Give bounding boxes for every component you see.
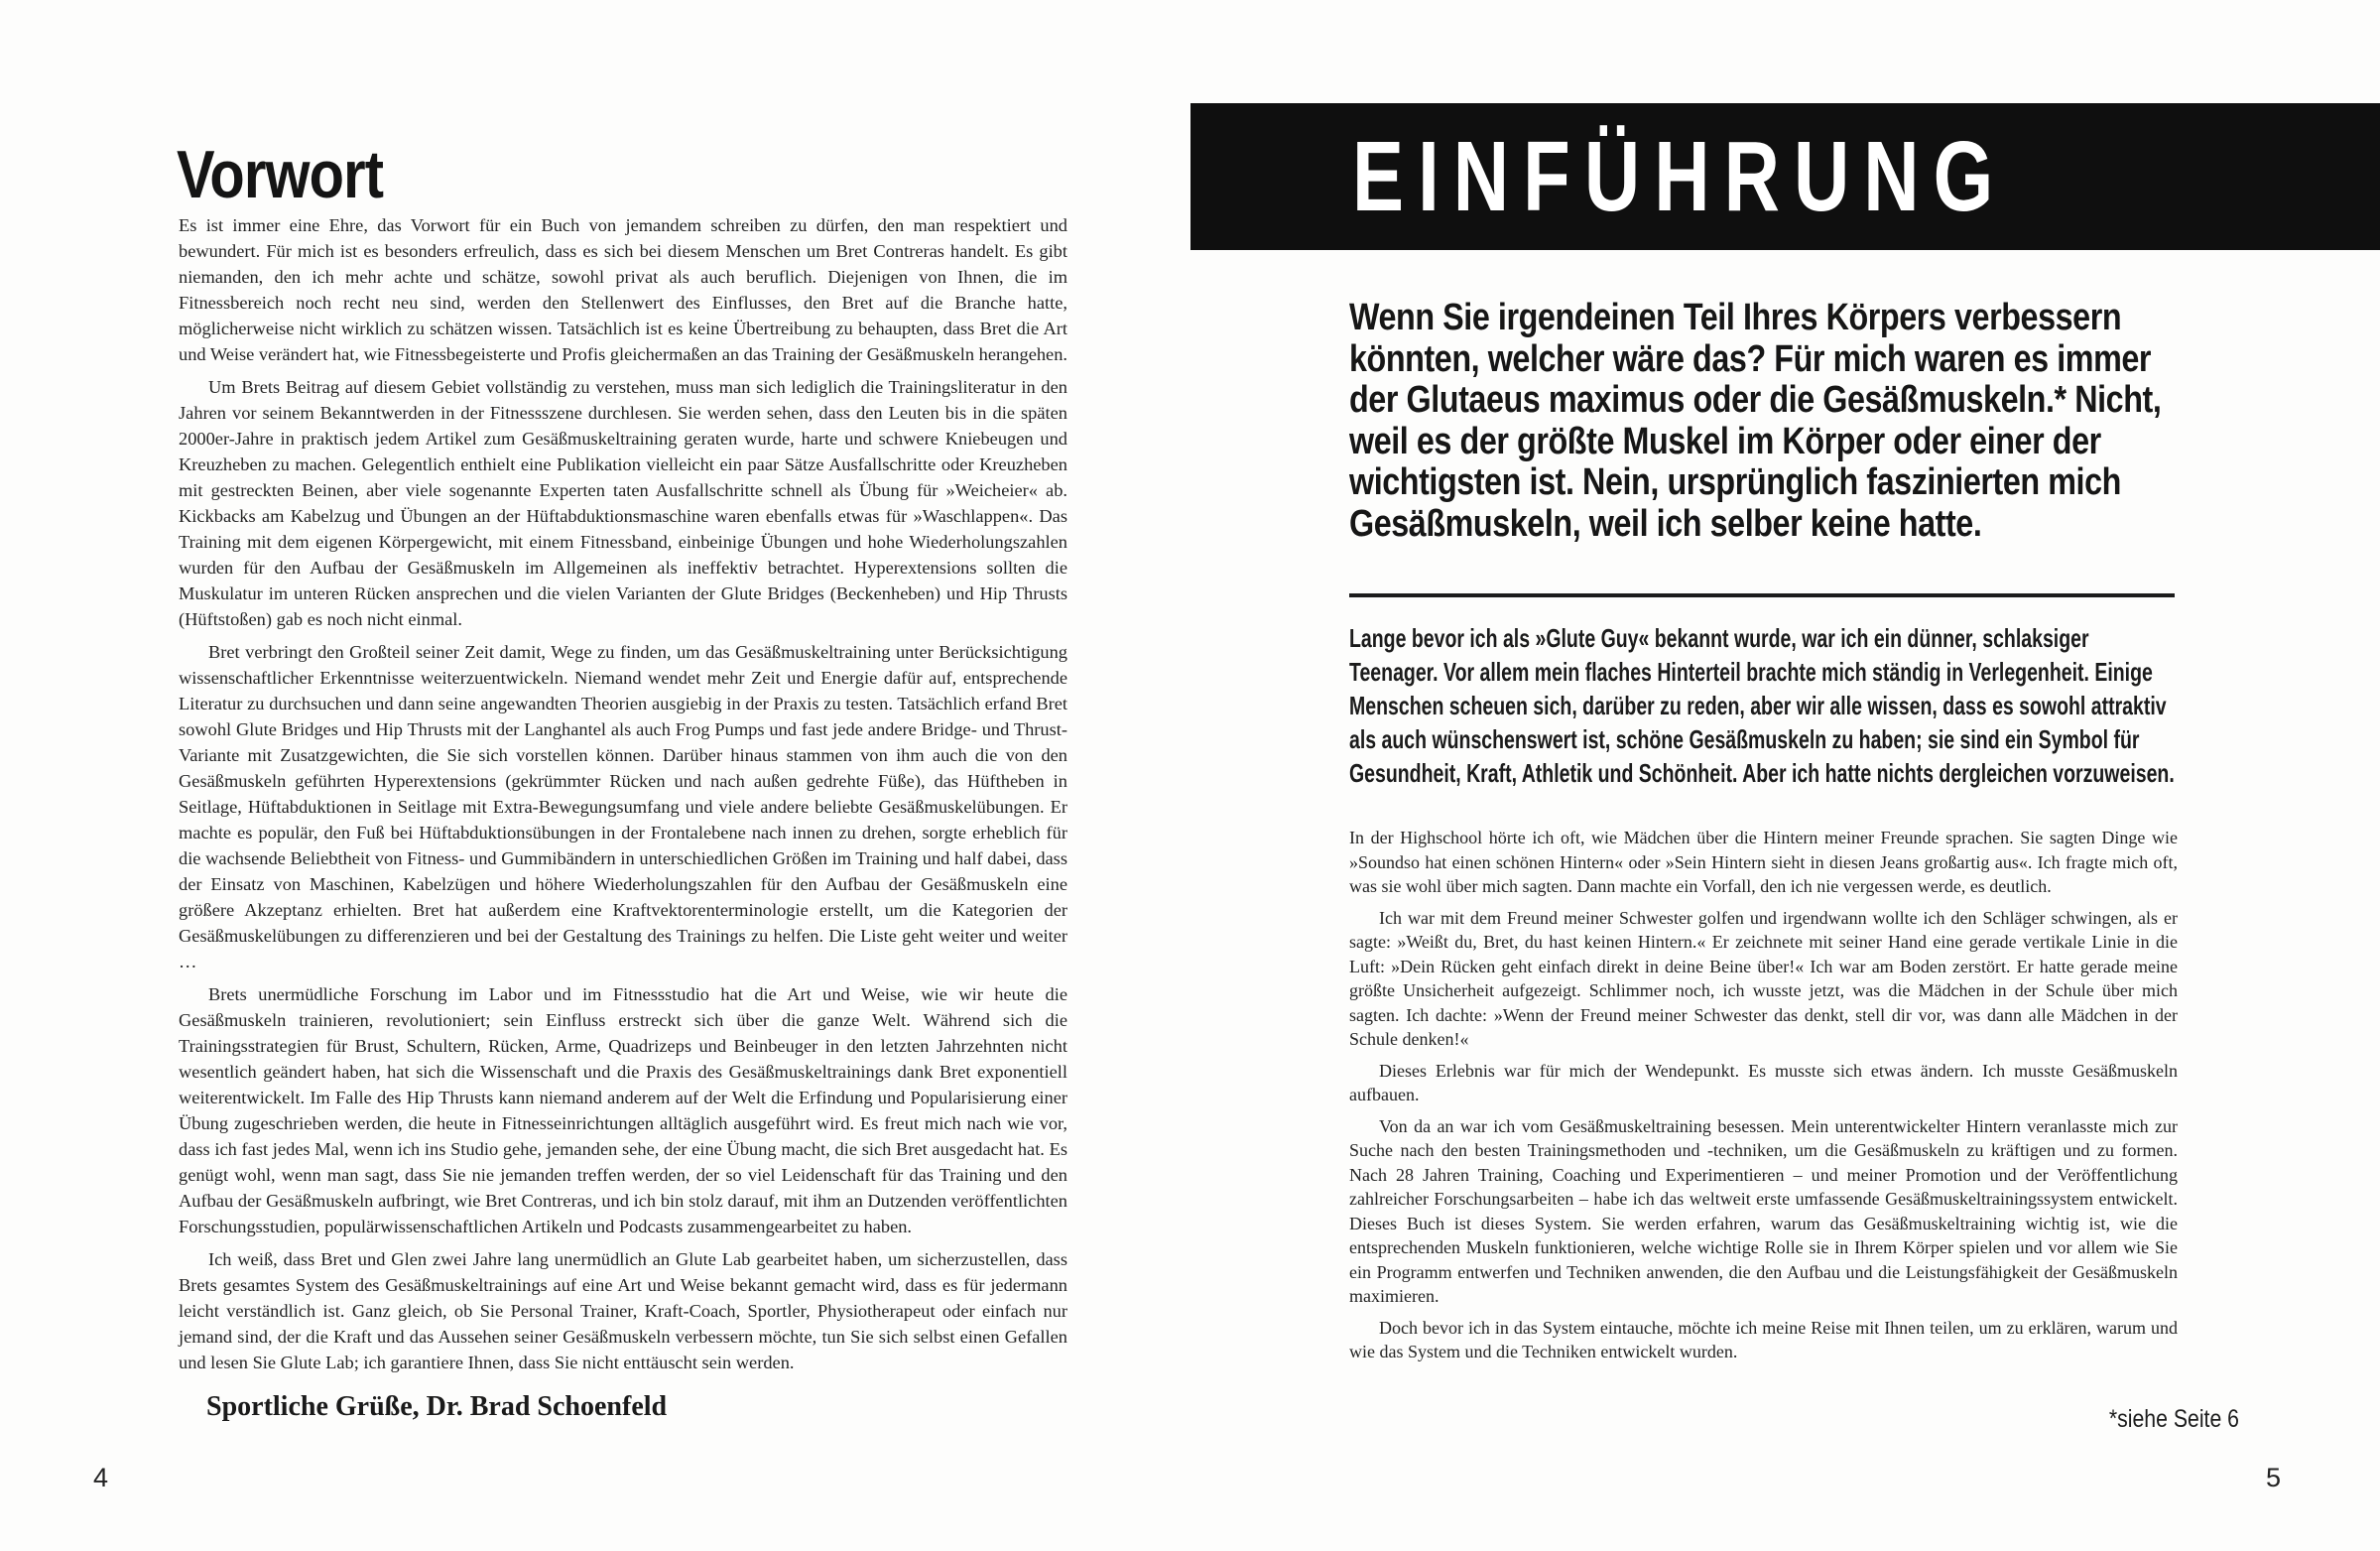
divider-rule [1349,593,2175,597]
body-paragraph: Ich war mit dem Freund meiner Schwester golfen und irgendwann wollte ich den Schläger schwingen, als er sagte: »Weißt du, Bret, du hast keinen Hintern.« Er zeichnete mit seiner Hand eine gerade vertikale Linie in die Luft: »Dein Rücken geht einfach direkt in deine Beine über!« Ich war am Boden zerstört. Er hatte gerade meine größte Unsicherheit aufgezeigt. Schlimmer noch, ich wusste jetzt, was die Mädchen in der Schule über mich sagten. Ich dachte: »Wenn der Freund meiner Schwester das denkt, stell dir vor, was dann alle Mädchen in der Schule denken!« [1349,907,2178,1049]
author-signature: Sportliche Grüße, Dr. Brad Schoenfeld [206,1391,668,1422]
page-number-right: 5 [2266,1463,2282,1492]
chapter-body [1349,826,2178,1371]
page-number-left: 4 [93,1463,109,1492]
body-paragraph: Dieses Erlebnis war für mich der Wendepunkt. Es musste sich etwas ändern. Ich musste Gesäßmuskeln aufbauen. [1349,1060,2178,1104]
body-paragraph: Bret verbringt den Großteil seiner Zeit damit, Wege zu finden, um das Gesäßmuskeltraining unter Berücksichtigung wissenschaftlicher Erkenntnisse weiterzuentwickeln. Niemand wendet mehr Zeit und Energie dafür auf, entsprechende Literatur zu durchsuchen und dann seine angewandten Theorien ausgiebig in der Praxis zu testen. Tatsächlich erfand Bret sowohl Glute Bridges und Hip Thrusts mit der Langhantel als auch Frog Pumps und fast jede andere Bridge- und Thrust-Variante mit Zusatzgewichten, die Sie sich vorstellen können. Darüber hinaus stammen von ihm auch die von den Gesäßmuskeln geführten Hyperextensions (gekrümmter Rücken und nach außen gedrehte Füße), das Hüftheben in Seitlage, Hüftabduktionen in Seitlage mit Extra-Bewegungsumfang und viele andere beliebte Gesäßmuskelübungen. Er machte es populär, den Fuß bei Hüftabduktionsübungen in der Frontalebene nach innen zu drehen, sorgte erheblich für die wachsende Beliebtheit von Fitness- und Gummibändern in unterschiedlichen Größen im Training und half dabei, dass der Einsatz von Maschinen, Kabelzügen und höhere Wiederholungszahlen für den Aufbau der Gesäßmuskeln eine größere Akzeptanz erhielten. Bret hat außerdem eine Kraftvektorenterminologie erstellt, um die Kategorien der Gesäßmuskelübungen zu differenzieren und bei der Gestaltung des Trainings zu helfen. Die Liste geht weiter und weiter … [179,642,1067,971]
footnote: *siehe Seite 6 [2108,1405,2239,1433]
lead-paragraph: Lange bevor ich als »Glute Guy« bekannt wurde, war ich ein dünner, schlaksiger Teenager. Vor allem mein flaches Hinterteil brachte mich ständig in Verlegenheit. Einige Menschen scheuen sich, darüber zu reden, aber wir alle wissen, dass es sowohl attraktiv als auch wünschenswert ist, schöne Gesäßmuskeln zu haben; sie sind ein Symbol für Gesundheit, Kraft, Athletik und Schönheit. Aber ich hatte nichts dergleichen vorzuweisen. [1349,623,2175,788]
foreword-body [179,212,1067,1382]
chapter-banner [1190,103,2380,250]
chapter-intro: Wenn Sie irgendeinen Teil Ihres Körpers verbessern könnten, welcher wäre das? Für mich waren es immer der Glutaeus maximus oder die Gesäßmuskeln.* Nicht, weil es der größte Muskel im Körper oder einer der wichtigsten ist. Nein, ursprünglich faszinierten mich Gesäßmuskeln, weil ich selber keine hatte. [1349,297,2162,545]
body-paragraph: In der Highschool hörte ich oft, wie Mädchen über die Hintern meiner Freunde sprachen. Sie sagten Dinge wie »Soundso hat einen schönen Hintern« oder »Sein Hintern sieht in diesen Jeans großartig aus«. Ich fragte mich oft, was sie wohl über mich sagten. Dann machte ein Vorfall, den ich nie vergessen werde, es deutlich. [1349,828,2178,896]
body-paragraph: Ich weiß, dass Bret und Glen zwei Jahre lang unermüdlich an Glute Lab gearbeitet haben, um sicherzustellen, dass Brets gesamtes System des Gesäßmuskeltrainings auf eine Art und Weise bekannt gemacht wird, dass es für jedermann leicht verständlich ist. Ganz gleich, ob Sie Personal Trainer, Kraft-Coach, Sportler, Physiotherapeut oder einfach nur jemand sind, der die Kraft und das Aussehen seiner Gesäßmuskeln verbessern möchte, tun Sie sich selbst einen Gefallen und lesen Sie Glute Lab; ich garantiere Ihnen, dass Sie nicht enttäuscht sein werden. [179,1249,1067,1372]
body-paragraph: Doch bevor ich in das System eintauche, möchte ich meine Reise mit Ihnen teilen, um zu erklären, warum und wie das System und die Techniken entwickelt wurden. [1349,1317,2178,1361]
body-paragraph: Brets unermüdliche Forschung im Labor und im Fitnessstudio hat die Art und Weise, wie wir heute die Gesäßmuskeln trainieren, revolutioniert; sein Einfluss erstreckt sich über die ganze Welt. Während sich die Trainingsstrategien für Brust, Schultern, Rücken, Arme, Quadrizeps und Beinbeuger in den letzten Jahrzehnten nicht wesentlich geändert haben, hat sich die Wissenschaft und die Praxis des Gesäßmuskeltrainings dank Bret exponentiell weiterentwickelt. Im Falle des Hip Thrusts kann niemand anderem auf der Welt die Erfindung und Popularisierung einer Übung zugeschrieben werden, die heute in Fitnesseinrichtungen alltäglich ausgeführt wird. Es freut mich nach wie vor, dass ich fast jedes Mal, wenn ich ins Studio gehe, jemanden sehe, der eine Übung macht, die sich Bret ausgedacht hat. Es genügt wohl, wenn man sagt, dass Sie nie jemanden treffen werden, der so viel Leidenschaft für das Training und den Aufbau der Gesäßmuskeln aufbringt, wie Bret Contreras, und ich bin stolz darauf, mit ihm an Dutzenden veröffentlichten Forschungsstudien, populärwissenschaftlichen Artikeln und Podcasts zusammengearbeitet zu haben. [179,984,1067,1236]
body-paragraph: Von da an war ich vom Gesäßmuskeltraining besessen. Mein unterentwickelter Hintern veranlasste mich zur Suche nach den besten Trainingsmethoden und -techniken, um die Gesäßmuskeln zu kräftigen und zu formen. Nach 28 Jahren Training, Coaching und Experimentieren – und meiner Promotion und der Veröffentlichung zahlreicher Forschungsarbeiten – habe ich das weltweit erste umfassende Gesäßmuskeltrainingssystem entwickelt. Dieses Buch ist dieses System. Sie werden erfahren, warum das Gesäßmuskeltraining wichtig ist, wie die entsprechenden Muskeln funktionieren, welche wichtige Rolle sie in Ihrem Körper spielen und vor allem wie Sie ein Programm entwerfen und Techniken anwenden, die den Aufbau und die Leistungsfähigkeit der Gesäßmuskeln maximieren. [1349,1115,2178,1306]
body-paragraph: Es ist immer eine Ehre, das Vorwort für ein Buch von jemandem schreiben zu dürfen, den man respektiert und bewundert. Für mich ist es besonders erfreulich, dass es sich bei diesem Menschen um Bret Contreras handelt. Es gibt niemanden, den ich mehr achte und schätze, sowohl privat als auch beruflich. Diejenigen von Ihnen, die im Fitnessbereich noch recht neu sind, werden den Stellenwert des Einflusses, den Bret auf die Branche hatte, möglicherweise nicht wirklich zu schätzen wissen. Tatsächlich ist es keine Übertreibung zu behaupten, dass Bret die Art und Weise verändert hat, wie Fitnessbegeisterte und Profis gleichermaßen an das Training der Gesäßmuskeln herangehen. [179,215,1068,364]
foreword-title: Vorwort [177,136,384,212]
body-paragraph: Um Brets Beitrag auf diesem Gebiet vollständig zu verstehen, muss man sich lediglich die Trainingsliteratur in den Jahren vor seinem Bekanntwerden in der Fitnessszene durchlesen. Sie werden sehen, dass den Leuten bis in die späten 2000er-Jahre in praktisch jedem Artikel zum Gesäßmuskeltraining geraten wurde, harte und schwere Kniebeugen und Kreuzheben zu machen. Gelegentlich enthielt eine Publikation vielleicht ein paar Sätze Ausfallschritte oder Kreuzheben mit gestreckten Beinen, aber viele sogenannte Experten taten Ausfallschritte schnell als Übung für »Weicheier« ab. Kickbacks am Kabelzug und Übungen an der Hüftabduktionsmaschine waren ebenfalls etwas für »Waschlappen«. Das Training mit dem eigenen Körpergewicht, mit einem Fitnessband, einbeinige Übungen und hohe Wiederholungszahlen wurden für den Aufbau der Gesäßmuskeln im Allgemeinen als ineffektiv betrachtet. Hyperextensions sollten die Muskulatur im unteren Rücken ansprechen und die vielen Varianten der Glute Bridges (Beckenheben) und Hip Thrusts (Hüftstoßen) gab es noch nicht einmal. [179,377,1067,629]
chapter-title: EINFÜHRUNG [1352,121,2008,232]
